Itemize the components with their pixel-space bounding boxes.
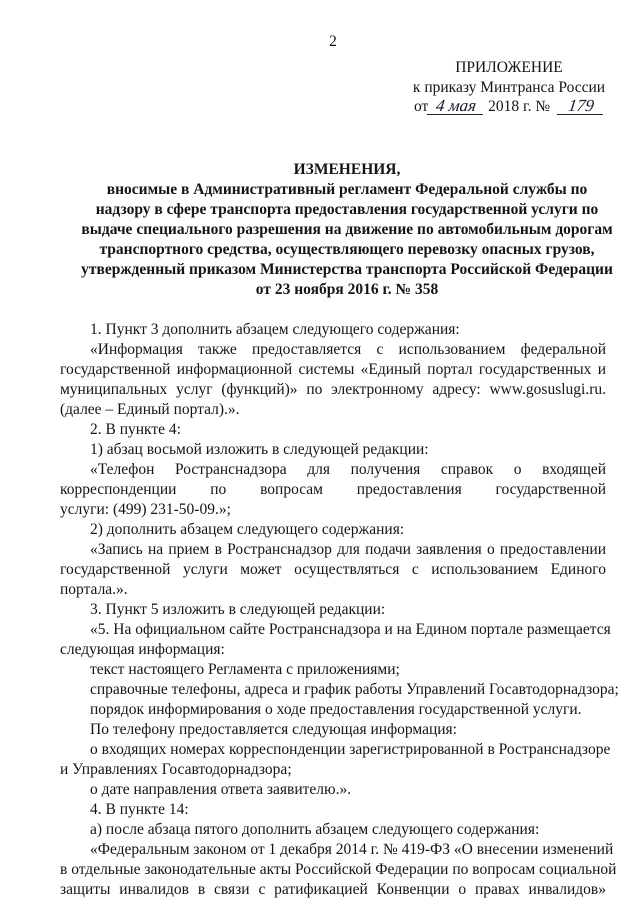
body-line: государственной информационной системы «Единый портал государственных и	[60, 361, 606, 378]
body-line: По телефону предоставляется следующая информация:	[90, 721, 457, 738]
body-line: 2) дополнить абзацем следующего содержания:	[90, 521, 405, 538]
body-line: (далее – Единый портал).».	[60, 401, 240, 418]
body-line: 1. Пункт 3 дополнить абзацем следующего содержания:	[90, 321, 460, 338]
body-line: услуги: (499) 231-50-09.»;	[60, 501, 231, 518]
body-line: «Информация также предоставляется с использованием федеральной	[90, 341, 606, 358]
title-line: ИЗМЕНЕНИЯ,	[293, 161, 401, 178]
title-line: надзору в сфере транспорта предоставления государственной услуги по	[95, 201, 599, 218]
handwritten-order-number: 179	[557, 98, 605, 115]
body-line: порядок информирования о ходе предоставления государственной услуги.	[90, 701, 582, 718]
appendix-title: ПРИЛОЖЕНИЕ	[455, 59, 563, 76]
document-title	[60, 160, 634, 300]
body-line: «5. На официальном сайте Ространснадзора и на Едином портале размещается	[90, 621, 611, 638]
appendix-subtitle: к приказу Минтранса России	[412, 78, 606, 96]
title-line: транспортного средства, осуществляющего перевозку опасных грузов,	[99, 241, 595, 258]
page-number: 2	[329, 33, 337, 50]
body-line: а) после абзаца пятого дополнить абзацем следующего содержания:	[90, 821, 540, 838]
body-line: «Телефон Ространснадзора для получения справок о входящей	[90, 461, 606, 478]
order-date-line	[412, 97, 606, 117]
body-line: текст настоящего Регламента с приложениями;	[90, 661, 400, 678]
title-line: утвержденный приказом Министерства транспорта Российской Федерации	[81, 261, 613, 278]
body-line: 2. В пункте 4:	[90, 421, 181, 438]
date-prefix: от	[413, 98, 429, 115]
appendix-header	[412, 58, 606, 117]
body-line: «Федеральным законом от 1 декабря 2014 г. № 419-ФЗ «О внесении изменений	[90, 841, 614, 858]
body-line: о входящих номерах корреспонденции зарегистрированной в Ространснадзоре	[90, 741, 611, 758]
body-line: следующая информация:	[60, 641, 225, 658]
body-line: 3. Пункт 5 изложить в следующей редакции:	[90, 601, 386, 618]
title-line: от 23 ноября 2016 г. № 358	[255, 281, 439, 298]
date-suffix: 2018 г. №	[488, 98, 551, 115]
document-body	[60, 320, 619, 900]
body-line: муниципальных услуг (функций)» по электронному адресу: www.gosuslugi.ru.	[60, 381, 606, 398]
title-line: вносимые в Административный регламент Федеральной службы по	[106, 181, 588, 198]
body-line: 4. В пункте 14:	[90, 801, 189, 818]
body-line: о дате направления ответа заявителю.».	[90, 781, 352, 798]
body-line: защиты инвалидов в связи с ратификацией Конвенции о правах инвалидов»	[60, 881, 606, 898]
body-line: 1) абзац восьмой изложить в следующей редакции:	[90, 441, 429, 458]
handwritten-date: 4 мая	[427, 98, 485, 115]
body-line: корреспонденции по вопросам предоставления государственной	[60, 481, 606, 498]
body-line: в отдельные законодательные акты Российской Федерации по вопросам социальной	[60, 861, 617, 878]
body-line: и Управлениях Госавтодорнадзора;	[60, 761, 292, 778]
body-line: портала.».	[60, 581, 128, 598]
body-line: государственной услуги может осуществляться с использованием Единого	[60, 561, 606, 578]
body-line: справочные телефоны, адреса и график работы Управлений Госавтодорнадзора;	[90, 681, 619, 698]
body-line: «Запись на прием в Ространснадзор для подачи заявления о предоставлении	[90, 541, 606, 558]
title-line: выдаче специального разрешения на движение по автомобильным дорогам	[81, 221, 613, 238]
